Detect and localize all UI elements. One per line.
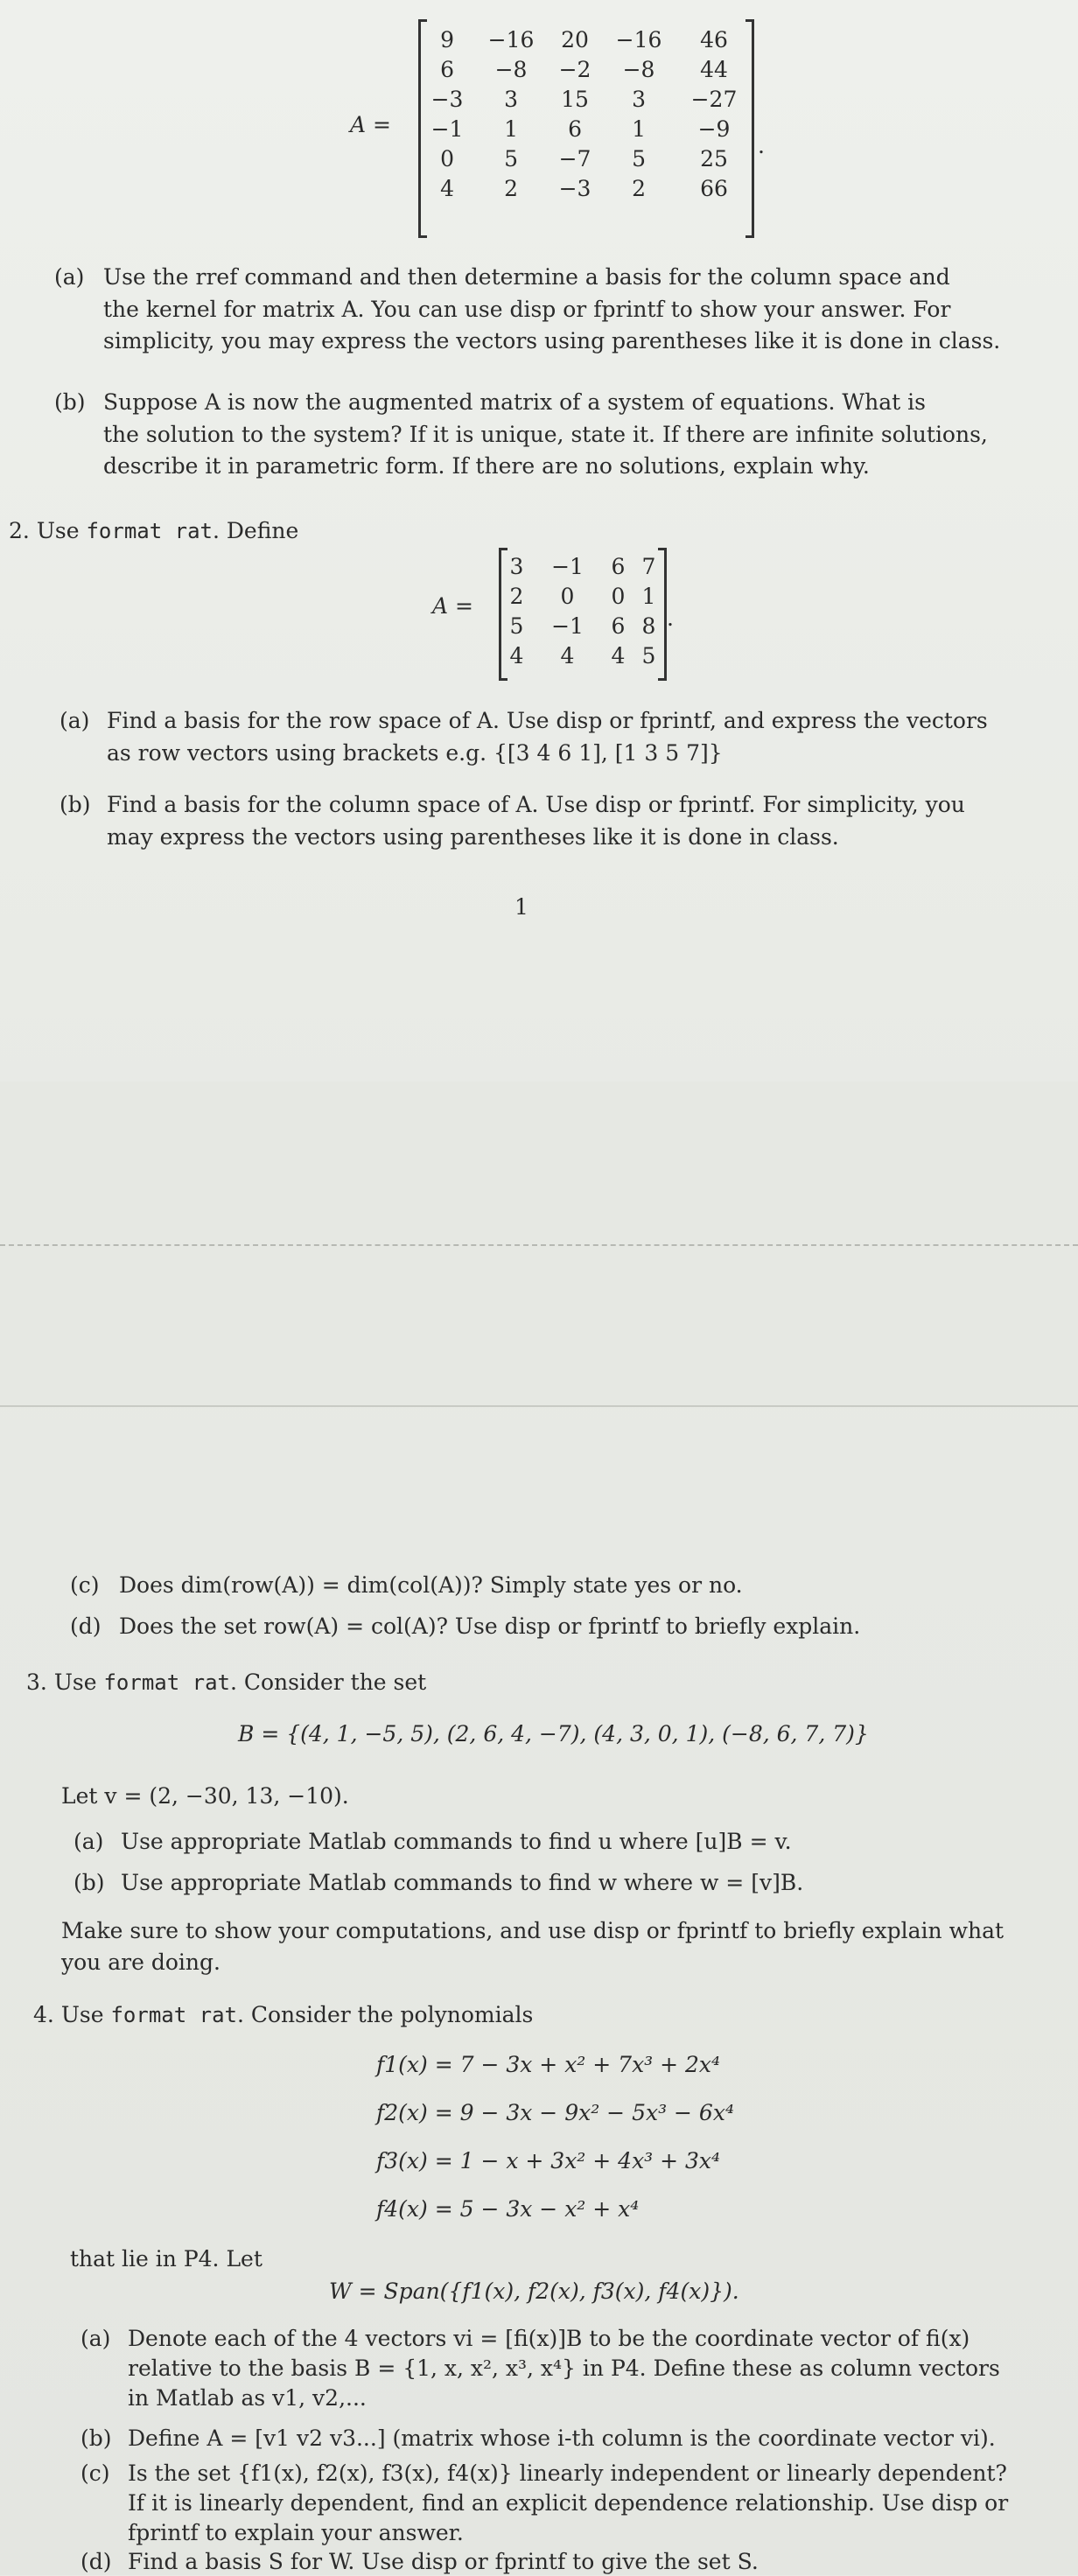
matrix1-entry: 5 (504, 145, 518, 172)
matrix1-entry: 0 (440, 145, 454, 172)
problem-3-intro (26, 1668, 426, 1698)
page-edge-bottom (0, 1405, 1078, 1407)
intro-text-end: . Consider the polynomials (236, 2002, 534, 2027)
item-3b-text: Use appropriate Matlab commands to find w where w = [v]B. (121, 1870, 804, 1895)
item-2b-line1: Find a basis for the column space of A. Use disp or fprintf. For simplicity, you (107, 792, 965, 817)
item-4d-label: (d) (80, 2549, 112, 2574)
item-4b-text: Define A = [v1 v2 v3...] (matrix whose i-th column is the coordinate vector vi). (128, 2426, 996, 2451)
intro-text: Use (60, 2002, 104, 2027)
matrix2-entry: −1 (551, 553, 584, 579)
matrix2-row (501, 640, 664, 670)
poly-f2: f2(x) = 9 − 3x − 9x² − 5x³ − 6x⁴ (376, 2100, 734, 2125)
code-format-rat: format rat (86, 519, 213, 543)
set-b-definition: B = {(4, 1, −5, 5), (2, 6, 4, −7), (4, 3, 0, 1), (−8, 6, 7, 7)} (238, 1721, 869, 1746)
matrix2-entry: 4 (560, 642, 575, 668)
item-1a-line1: Use the rref command and then determine a basis for the column space and (103, 264, 950, 290)
code-format-rat: format rat (103, 1670, 230, 1695)
matrix1-entry: 15 (561, 86, 589, 112)
matrix-a-problem1 (418, 21, 754, 236)
matrix1-entry: 44 (700, 56, 728, 82)
matrix2-entry: 6 (611, 553, 626, 579)
matrix1-row (421, 144, 752, 173)
item-3a-text: Use appropriate Matlab commands to find u where [u]B = v. (121, 1829, 792, 1854)
item-4a-line2: relative to the basis B = {1, x, x², x³, x⁴} in P4. Define these as column vectors (128, 2356, 1000, 2381)
item-4a-line1: Denote each of the 4 vectors vi = [fi(x)]B to be the coordinate vector of fi(x) (128, 2326, 970, 2351)
matrix2-entry: 7 (641, 553, 656, 579)
matrix2-entry: 4 (611, 642, 626, 668)
item-3b-label: (b) (74, 1870, 105, 1895)
matrix1-entry: −1 (430, 116, 464, 142)
item-1a-line3: simplicity, you may express the vectors using parentheses like it is done in class. (103, 328, 1001, 354)
item-1b-line3: describe it in parametric form. If there are no solutions, explain why. (103, 453, 870, 479)
matrix2-entry: 4 (509, 642, 524, 668)
matrix2-entry: 8 (641, 612, 656, 639)
matrix2-row (501, 551, 664, 581)
matrix-a2-label: A = (432, 593, 473, 619)
matrix2-entry: 5 (641, 642, 656, 668)
note-line1: Make sure to show your computations, and use disp or fprintf to briefly explain what (61, 1918, 1004, 1943)
item-2b-label: (b) (60, 792, 91, 817)
matrix2-entry: 6 (611, 612, 626, 639)
matrix1-entry: −27 (690, 86, 738, 112)
matrix1-entry: 25 (700, 145, 728, 172)
matrix-end-period: . (758, 133, 765, 158)
matrix1-entry: 4 (440, 175, 454, 201)
matrix1-entry: 1 (504, 116, 518, 142)
matrix1-row (421, 173, 752, 203)
item-2d-label: (d) (70, 1614, 102, 1639)
matrix1-row (421, 84, 752, 114)
matrix1-entry: 9 (440, 26, 454, 52)
item-2a-label: (a) (60, 708, 90, 733)
code-format-rat: format rat (110, 2003, 237, 2027)
matrix2-entry: 5 (509, 612, 524, 639)
item-1b-line1: Suppose A is now the augmented matrix of a system of equations. What is (103, 389, 926, 415)
matrix1-row (421, 24, 752, 54)
item-3a-label: (a) (74, 1829, 104, 1854)
matrix1-entry: −3 (430, 86, 464, 112)
item-4a-label: (a) (80, 2326, 111, 2351)
problem-number: 3. (26, 1670, 47, 1695)
item-4a-line3: in Matlab as v1, v2,... (128, 2385, 367, 2411)
item-1b-label: (b) (54, 389, 86, 415)
intro-text-end: . Consider the set (229, 1670, 427, 1695)
matrix1-entry: 20 (561, 26, 589, 52)
matrix2-entry: 2 (509, 583, 524, 609)
matrix1-entry: −16 (615, 26, 662, 52)
matrix2-entry: 3 (509, 553, 524, 579)
matrix1-entry: 6 (568, 116, 582, 142)
problem-number: 2. (9, 518, 30, 543)
matrix1-row (421, 114, 752, 144)
problem-4-intro (33, 2000, 533, 2030)
span-w-definition: W = Span({f1(x), f2(x), f3(x), f4(x)}). (329, 2278, 739, 2304)
intro-text: Use (36, 518, 80, 543)
intro-text: Use (53, 1670, 97, 1695)
matrix1-entry: −16 (487, 26, 535, 52)
matrix1-entry: 5 (632, 145, 646, 172)
matrix1-entry: 1 (632, 116, 646, 142)
matrix1-entry: −2 (558, 56, 592, 82)
poly-f3: f3(x) = 1 − x + 3x² + 4x³ + 3x⁴ (376, 2148, 721, 2174)
intro-text-end: . Define (212, 518, 299, 543)
matrix1-entry: 2 (632, 175, 646, 201)
matrix2-entry: 0 (611, 583, 626, 609)
matrix-a-label: A = (350, 112, 391, 137)
matrix1-row (421, 54, 752, 84)
item-4c-line2: If it is linearly dependent, find an explicit dependence relationship. Use disp or (128, 2490, 1009, 2516)
matrix1-entry: 3 (632, 86, 646, 112)
item-2d-text: Does the set row(A) = col(A)? Use disp or fprintf to briefly explain. (119, 1614, 861, 1639)
poly-f1: f1(x) = 7 − 3x + x² + 7x³ + 2x⁴ (376, 2052, 721, 2077)
matrix2-end-period: . (667, 606, 674, 631)
note-line2: you are doing. (61, 1950, 220, 1975)
matrix2-entry: −1 (551, 612, 584, 639)
lie-in-p4: that lie in P4. Let (70, 2246, 262, 2272)
matrix1-entry: 2 (504, 175, 518, 201)
page-number: 1 (514, 894, 528, 920)
vector-v-definition: Let v = (2, −30, 13, −10). (61, 1783, 349, 1809)
matrix-a-problem2 (499, 550, 667, 679)
problem-number: 4. (33, 2002, 54, 2027)
item-2a-line1: Find a basis for the row space of A. Use disp or fprintf, and express the vectors (107, 708, 988, 733)
item-4c-line3: fprintf to explain your answer. (128, 2520, 464, 2545)
poly-f4: f4(x) = 5 − 3x − x² + x⁴ (376, 2196, 640, 2222)
item-2a-line2: as row vectors using brackets e.g. {[3 4 6 1], [1 3 5 7]} (107, 740, 723, 766)
item-4d-text: Find a basis S for W. Use disp or fprintf to give the set S. (128, 2549, 759, 2574)
item-4b-label: (b) (80, 2426, 112, 2451)
problem-2-intro (9, 516, 298, 546)
item-2b-line2: may express the vectors using parentheses like it is done in class. (107, 824, 839, 850)
item-2c-text: Does dim(row(A)) = dim(col(A))? Simply state yes or no. (119, 1572, 743, 1598)
matrix2-entry: 1 (641, 583, 656, 609)
item-4c-line1: Is the set {f1(x), f2(x), f3(x), f4(x)} linearly independent or linearly dependent? (128, 2460, 1007, 2486)
matrix2-entry: 0 (560, 583, 575, 609)
item-2c-label: (c) (70, 1572, 100, 1598)
item-4c-label: (c) (80, 2460, 110, 2486)
matrix1-entry: −8 (494, 56, 528, 82)
matrix1-entry: 6 (440, 56, 454, 82)
matrix2-row (501, 581, 664, 611)
matrix1-entry: −8 (622, 56, 655, 82)
matrix1-entry: 46 (700, 26, 728, 52)
matrix1-entry: −9 (697, 116, 731, 142)
matrix1-entry: −7 (558, 145, 592, 172)
item-1a-label: (a) (54, 264, 85, 290)
matrix2-row (501, 611, 664, 640)
matrix1-entry: −3 (558, 175, 592, 201)
item-1a-line2: the kernel for matrix A. You can use disp or fprintf to show your answer. For (103, 297, 951, 322)
perforation-line (0, 1244, 1078, 1246)
matrix1-entry: 66 (700, 175, 728, 201)
item-1b-line2: the solution to the system? If it is unique, state it. If there are infinite solutions, (103, 422, 988, 447)
matrix1-entry: 3 (504, 86, 518, 112)
